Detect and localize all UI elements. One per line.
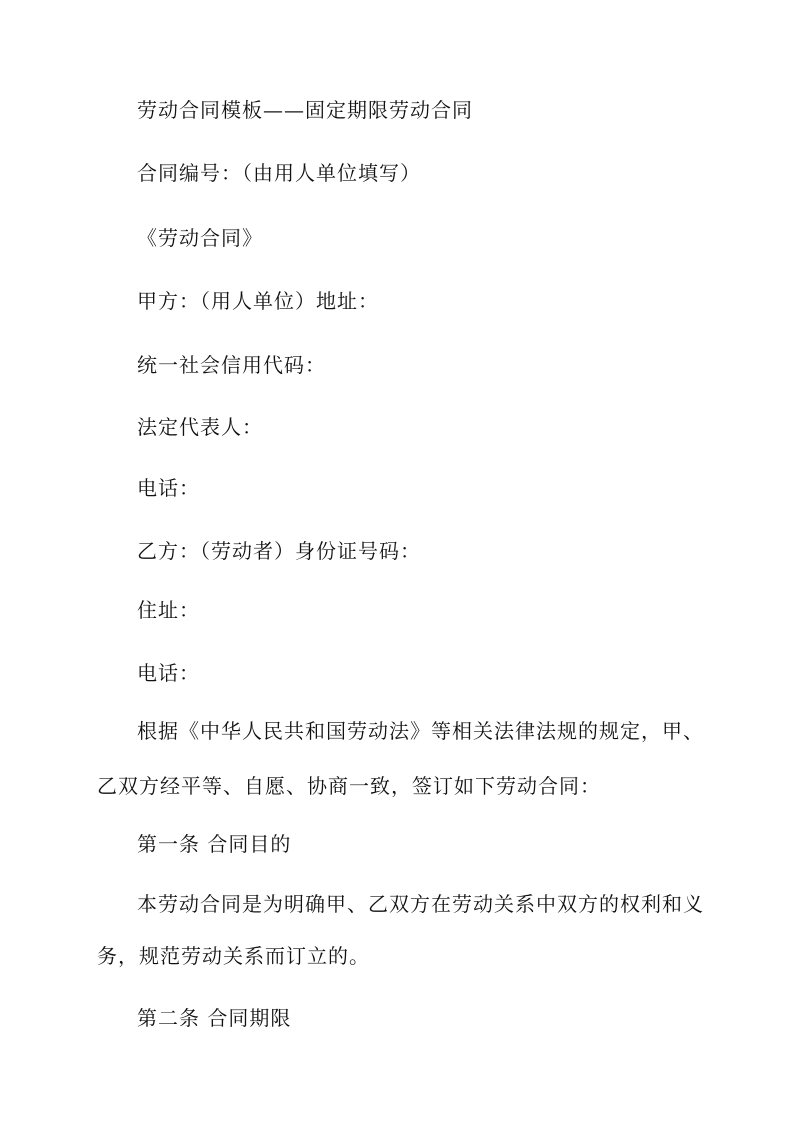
party-a-field: 甲方：（用人单位）地址： <box>137 289 379 313</box>
article-1-line-1: 本劳动合同是为明确甲、乙双方在劳动关系中双方的权利和义 <box>137 892 704 916</box>
party-b-phone-field: 电话： <box>137 661 200 685</box>
preamble-line-2: 乙双方经平等、自愿、协商一致，签订如下劳动合同： <box>97 774 601 798</box>
party-a-phone-field: 电话： <box>137 476 200 500</box>
credit-code-field: 统一社会信用代码： <box>137 353 326 377</box>
document-title: 劳动合同模板——固定期限劳动合同 <box>137 98 473 122</box>
preamble-line-1: 根据《中华人民共和国劳动法》等相关法律法规的规定，甲、 <box>137 719 704 743</box>
article-2-heading: 第二条 合同期限 <box>137 1006 292 1030</box>
party-b-address-field: 住址： <box>137 598 200 622</box>
article-1-heading: 第一条 合同目的 <box>137 832 292 856</box>
contract-number-field: 合同编号：（由用人单位填写） <box>137 161 421 185</box>
party-b-field: 乙方：（劳动者）身份证号码： <box>137 539 421 563</box>
contract-name: 《劳动合同》 <box>137 226 263 250</box>
article-1-line-2: 务，规范劳动关系而订立的。 <box>97 944 370 968</box>
legal-representative-field: 法定代表人： <box>137 415 263 439</box>
